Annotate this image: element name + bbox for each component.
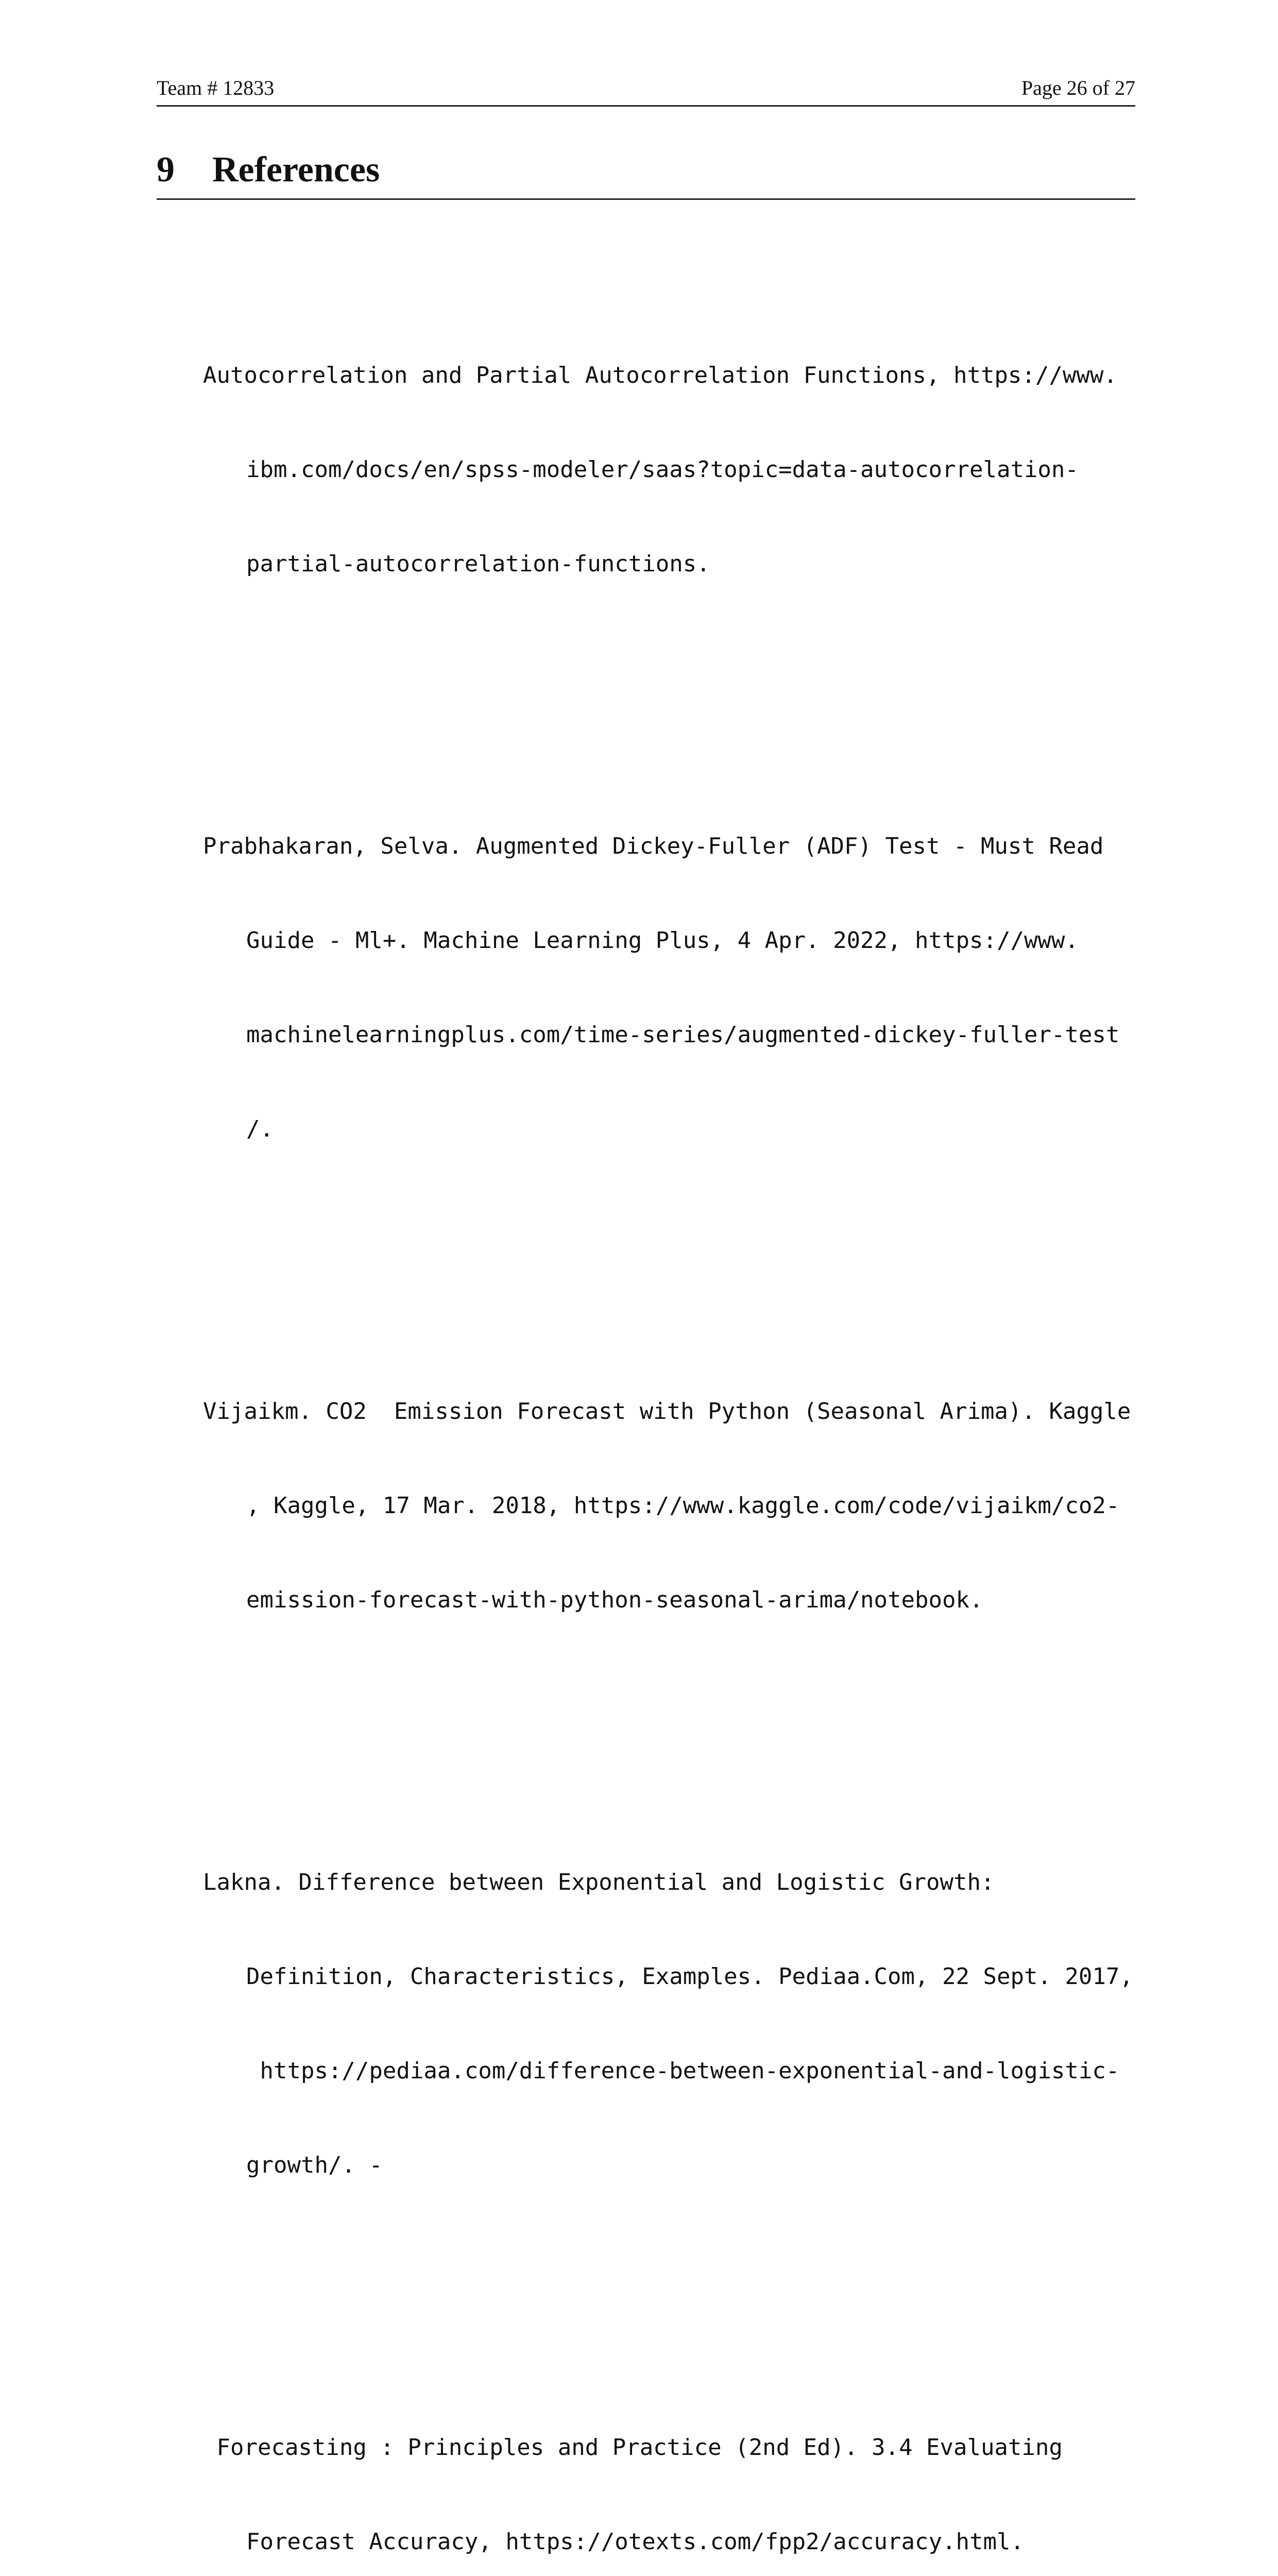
reference-line: Definition, Characteristics, Examples. Pediaa.Com, 22 Sept. 2017,	[246, 1963, 1133, 1990]
team-label: Team # 12833	[157, 76, 275, 99]
reference-item	[203, 2369, 1135, 2576]
page-number: Page 26 of 27	[1021, 76, 1135, 99]
reference-line: Lakna. Difference between Exponential and Logistic Growth:	[203, 1869, 995, 1895]
reference-item	[203, 1804, 1135, 2244]
reference-line: Prabhakaran, Selva. Augmented Dickey-Fuller (ADF) Test - Must Read	[203, 833, 1104, 859]
reference-line: Vijaikm. CO2 Emission Forecast with Python (Seasonal Arima). Kaggle	[203, 1398, 1131, 1425]
reference-line: Autocorrelation and Partial Autocorrelation Functions, https://www.	[203, 362, 1117, 388]
page-header	[157, 75, 1135, 107]
reference-item	[203, 1333, 1135, 1679]
reference-item	[203, 297, 1135, 642]
section-heading	[157, 142, 1135, 200]
reference-list	[203, 234, 1135, 2576]
reference-line: Guide - Ml+. Machine Learning Plus, 4 Apr. 2022, https://www.	[246, 927, 1079, 954]
reference-line: machinelearningplus.com/time-series/augmented-dickey-fuller-test	[246, 1022, 1120, 1048]
reference-line: ibm.com/docs/en/spss-modeler/saas?topic=data-autocorrelation-	[246, 456, 1079, 483]
section-number: 9	[157, 150, 175, 190]
reference-line: Forecasting : Principles and Practice (2nd Ed). 3.4 Evaluating	[203, 2434, 1063, 2461]
reference-line: growth/. -	[246, 2152, 383, 2178]
reference-item	[203, 768, 1135, 1208]
reference-line: partial-autocorrelation-functions.	[246, 551, 710, 577]
reference-line: Forecast Accuracy, https://otexts.com/fpp2/accuracy.html.	[246, 2529, 1024, 2555]
reference-line: emission-forecast-with-python-seasonal-arima/notebook.	[246, 1587, 983, 1613]
section-title: References	[212, 150, 380, 190]
reference-line: , Kaggle, 17 Mar. 2018, https://www.kaggle.com/code/vijaikm/co2-	[246, 1493, 1120, 1519]
reference-line: https://pediaa.com/difference-between-exponential-and-logistic-	[246, 2058, 1120, 2084]
reference-line: /.	[246, 1116, 274, 1142]
